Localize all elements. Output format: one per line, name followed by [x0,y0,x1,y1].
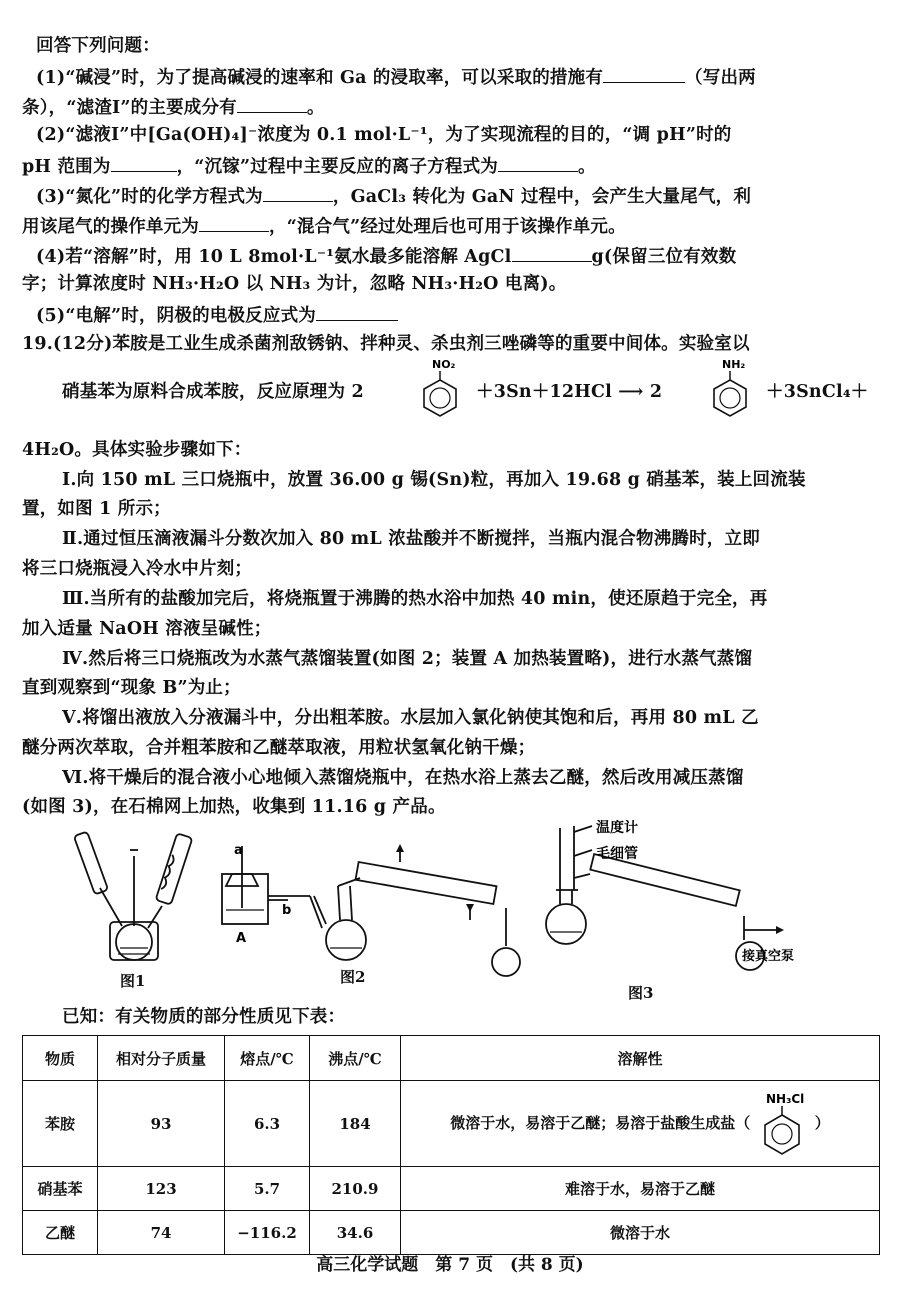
table-row [23,1081,880,1167]
capillary-label: 毛细管 [596,846,638,862]
page-footer: 高三化学试题 第 7 页 (共 8 页) [316,1255,584,1275]
table-header: 熔点/℃ [225,1036,310,1081]
step-4: Ⅳ.然后将三口烧瓶改为水蒸气蒸馏装置(如图 2；装置 A 加热装置略)，进行水蒸气蒸馏 [62,649,753,669]
thermometer-label: 温度计 [596,820,638,836]
table-cell: 93 [98,1081,225,1167]
table-cell: 苯胺 [23,1081,98,1167]
text-line: 置，如图 1 所示； [22,499,171,519]
text-line: pH 范围为 ，“沉镓”过程中主要反应的离子方程式为 。 [22,153,596,179]
step-2: Ⅱ.通过恒压滴液漏斗分数次加入 80 mL 浓盐酸并不断搅拌，当瓶内混合物沸腾时，立即 [62,529,760,549]
step-3: Ⅲ.当所有的盐酸加完后，将烧瓶置于沸腾的热水浴中加热 40 min，使还原趋于完全，再 [62,589,768,609]
answer-blank[interactable] [603,64,685,83]
label-A: A [236,931,247,946]
step-1: Ⅰ.向 150 mL 三口烧瓶中，放置 36.00 g 锡(Sn)粒，再加入 19.68 g 硝基苯，装上回流装 [62,470,806,490]
table-cell [401,1081,880,1167]
answer-blank[interactable] [237,94,307,113]
table-header: 沸点/℃ [310,1036,401,1081]
table-cell: 34.6 [310,1211,401,1255]
answer-blank[interactable] [199,213,269,232]
table-cell: 210.9 [310,1167,401,1211]
no2-label: NO₂ [432,358,456,371]
figure-1-reflux [70,826,210,966]
figure-3-vacuum-distillation [530,820,830,980]
question-18-4: (4)若“溶解”时，用 10 L 8mol·L⁻¹氨水最多能溶解 AgCl g(保留三位有效数 [36,243,736,269]
label-b: b [282,903,292,918]
table-cell: 5.7 [225,1167,310,1211]
question-18-5: (5)“电解”时，阴极的电极反应式为 [36,302,398,328]
reaction-text-3: ＋3SnCl₄＋ [766,382,869,402]
reaction-text-1: 硝基苯为原料合成苯胺，反应原理为 2 [62,382,364,402]
step-6: Ⅵ.将干燥后的混合液小心地倾入蒸馏烧瓶中，在热水浴上蒸去乙醚，然后改用减压蒸馏 [62,768,744,788]
known-intro: 已知：有关物质的部分性质见下表： [62,1007,346,1027]
question-18-2: (2)“滤液Ⅰ”中[Ga(OH)₄]⁻浓度为 0.1 mol·L⁻¹，为了实现流程的目的，“调 pH”时的 [36,125,732,145]
question-18-1: (1)“碱浸”时，为了提高碱浸的速率和 Ga 的浸取率，可以采取的措施有 （写出两 [36,64,756,90]
text-line: (如图 3)，在石棉网上加热，收集到 11.16 g 产品。 [22,797,446,817]
nh2-label: NH₂ [722,358,746,371]
text-line: 字；计算浓度时 NH₃·H₂O 以 NH₃ 为计，忽略 NH₃·H₂O 电离)。 [22,274,567,294]
text-line: 回答下列问题： [36,36,160,56]
table-cell: 微溶于水 [401,1211,880,1255]
text-line: 加入适量 NaOH 溶液呈碱性； [22,619,272,639]
answer-blank[interactable] [512,243,592,262]
nitrobenzene-structure [410,356,470,420]
table-cell: 硝基苯 [23,1167,98,1211]
solubility-text-end: ） [814,1113,830,1132]
table-row [23,1211,880,1255]
text-line: 4H₂O。具体实验步骤如下： [22,440,252,460]
table-header: 相对分子质量 [98,1036,225,1081]
text-line: 将三口烧瓶浸入冷水中片刻； [22,559,253,579]
question-18-3: (3)“氮化”时的化学方程式为 ，GaCl₃ 转化为 GaN 过程中，会产生大量尾气，利 [36,183,751,209]
solubility-text: 微溶于水，易溶于乙醚；易溶于盐酸生成盐（ [450,1113,751,1132]
properties-table [22,1035,880,1255]
table-header: 溶解性 [401,1036,880,1081]
text-line: 直到观察到“现象 B”为止； [22,678,241,698]
text-line: 醚分两次萃取，合并粗苯胺和乙醚萃取液，用粒状氢氧化钠干燥； [22,738,536,758]
table-header-row [23,1036,880,1081]
table-cell: 74 [98,1211,225,1255]
nh3cl-label: NH₃Cl [765,1091,804,1106]
table-cell: 难溶于水，易溶于乙醚 [401,1167,880,1211]
label-a: a [234,843,243,858]
answer-blank[interactable] [111,153,177,172]
text-line: 用该尾气的操作单元为 ，“混合气”经过处理后也可用于该操作单元。 [22,213,626,239]
figure-2-steam-distillation [210,838,530,988]
table-cell: 184 [310,1081,401,1167]
table-cell: 123 [98,1167,225,1211]
reaction-text-2: ＋3Sn＋12HCl ⟶ 2 [476,382,663,402]
question-19: 19.(12分)苯胺是工业生成杀菌剂敌锈钠、拌种灵、杀虫剂三唑磷等的重要中间体。实验室以 [22,334,750,354]
figure-2-caption: 图2 [340,968,366,986]
figure-3-caption: 图3 [628,984,654,1002]
anilinium-chloride-structure [756,1091,810,1157]
table-cell: 6.3 [225,1081,310,1167]
table-header: 物质 [23,1036,98,1081]
table-cell: −116.2 [225,1211,310,1255]
aniline-structure [700,356,760,420]
figure-1-caption: 图1 [120,972,146,990]
text-line: 条），“滤渣Ⅰ”的主要成分有 。 [22,94,325,120]
step-5: Ⅴ.将馏出液放入分液漏斗中，分出粗苯胺。水层加入氯化钠使其饱和后，再用 80 mL 乙 [62,708,759,728]
table-row [23,1167,880,1211]
table-cell: 乙醚 [23,1211,98,1255]
answer-blank[interactable] [498,153,578,172]
answer-blank[interactable] [316,302,398,321]
vacuum-pump-label: 接真空泵 [742,949,795,964]
answer-blank[interactable] [263,183,333,202]
